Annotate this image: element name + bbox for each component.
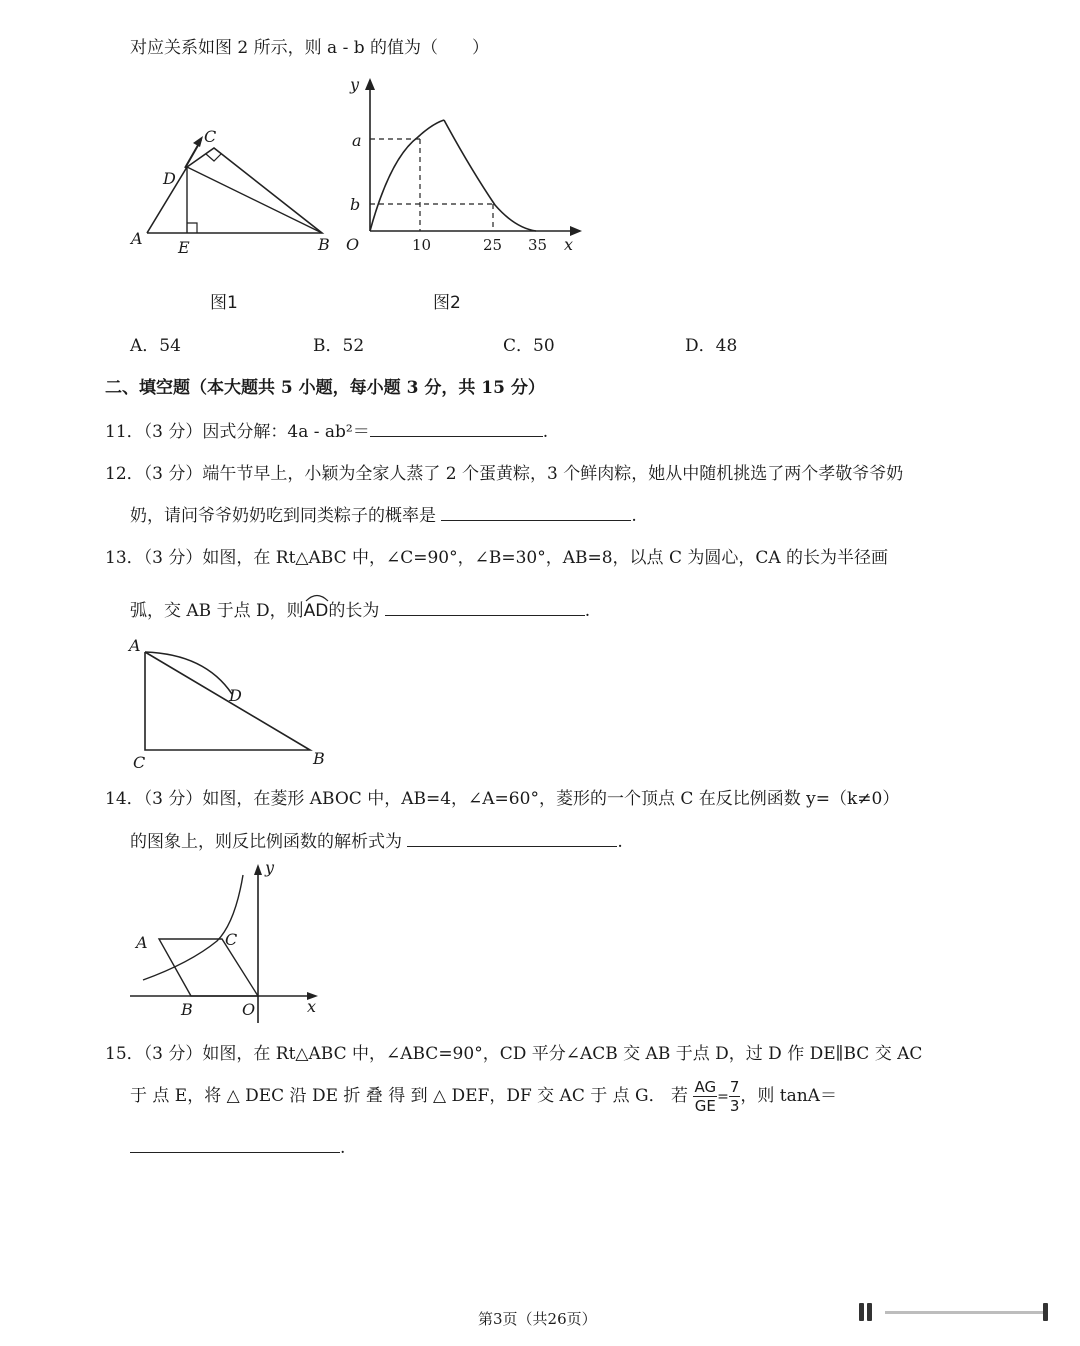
q13-label-c: C: [133, 753, 146, 772]
q10-option-d[interactable]: D．48: [685, 336, 738, 356]
q12-line-2: 奶，请问爷爷奶奶吃到同类粽子的概率是 .: [130, 506, 637, 526]
q14-figure: [125, 855, 325, 1025]
fig2-label-o: O: [346, 235, 360, 254]
q14-label-o: O: [242, 1000, 256, 1019]
page-strip-icon[interactable]: [885, 1303, 1048, 1321]
q10-figure-1: [125, 120, 345, 260]
q10-option-c[interactable]: C．50: [503, 336, 555, 356]
q11: 11．（3 分）因式分解：4a - ab²＝ .: [105, 422, 549, 442]
page-number: 第3页（共26页）: [478, 1310, 597, 1328]
fig2-tick-35: 35: [528, 236, 548, 254]
q14-label-b: B: [181, 1000, 193, 1019]
q14-label-y: y: [265, 858, 275, 877]
fig2-label-a: a: [352, 131, 362, 150]
q13-label-a: A: [129, 636, 141, 655]
q12-answer-blank[interactable]: [441, 519, 631, 521]
q14-answer-blank[interactable]: [407, 845, 617, 847]
q15-line-1: 15．（3 分）如图，在 Rt△ABC 中，∠ABC=90°，CD 平分∠ACB 交 AB 于点 D，过 D 作 DE∥BC 交 AC: [105, 1044, 923, 1064]
fig1-label-a: A: [131, 229, 143, 248]
q14-label-x: x: [307, 997, 317, 1016]
arc-ad: AD: [304, 601, 329, 621]
q10-option-a[interactable]: A．54: [130, 336, 181, 356]
fig1-caption: 图1: [210, 293, 238, 313]
fig2-label-y: y: [350, 75, 360, 94]
q13-label-d: D: [229, 686, 242, 705]
q15-line-3: .: [130, 1138, 345, 1158]
q14-label-c: C: [225, 930, 238, 949]
q10-option-b[interactable]: B．52: [313, 336, 365, 356]
fig2-caption: 图2: [433, 293, 461, 313]
fig2-label-b: b: [350, 195, 361, 214]
fig1-label-d: D: [163, 169, 176, 188]
fraction-7-3: $\frac{7}{3}$: [729, 1078, 740, 1115]
page-view-icons[interactable]: [855, 1300, 1055, 1324]
fig1-label-b: B: [318, 235, 330, 254]
q13-line-2: 弧，交 AB 于点 D，则 AD的长为 .: [130, 596, 590, 621]
q10-figure-2: [340, 68, 590, 260]
q14-line-1: 14．（3 分）如图，在菱形 ABOC 中，AB=4，∠A=60°，菱形的一个顶点 C 在反比例函数 y=（k≠0）: [105, 789, 900, 809]
fig2-label-x: x: [564, 235, 574, 254]
fig2-tick-10: 10: [412, 236, 432, 254]
q13-line-1: 13．（3 分）如图，在 Rt△ABC 中，∠C=90°，∠B=30°，AB=8，以点 C 为圆心，CA 的长为半径画: [105, 548, 889, 568]
q13-label-b: B: [313, 749, 325, 768]
q14-line-2: 的图象上，则反比例函数的解析式为 .: [130, 832, 623, 852]
fig1-label-e: E: [178, 238, 190, 257]
q15-line-2: 于 点 E，将 △ DEC 沿 DE 折 叠 得 到 △ DEF，DF 交 AC 于 点 G． 若 $\frac{AG}{GE}$ = $\frac{7}{3}$ ，则 tanA＝: [130, 1078, 837, 1115]
q11-answer-blank[interactable]: [370, 435, 543, 437]
scroll-pages-icon[interactable]: [859, 1303, 872, 1321]
q13-figure: [125, 632, 335, 772]
q10-stem: 对应关系如图 2 所示，则 a - b 的值为（ ）: [130, 38, 489, 58]
fraction-ag-ge: $\frac{AG}{GE}$: [694, 1078, 717, 1115]
section-2-title: 二、填空题（本大题共 5 小题，每小题 3 分，共 15 分）: [105, 378, 545, 398]
q13-answer-blank[interactable]: [385, 614, 585, 616]
fig1-label-c: C: [204, 127, 217, 146]
fig2-tick-25: 25: [483, 236, 503, 254]
q14-label-a: A: [136, 933, 148, 952]
q15-answer-blank[interactable]: [130, 1151, 340, 1153]
q12-line-1: 12．（3 分）端午节早上，小颖为全家人蒸了 2 个蛋黄粽，3 个鲜肉粽，她从中随机挑选了两个孝敬爷爷奶: [105, 464, 904, 484]
